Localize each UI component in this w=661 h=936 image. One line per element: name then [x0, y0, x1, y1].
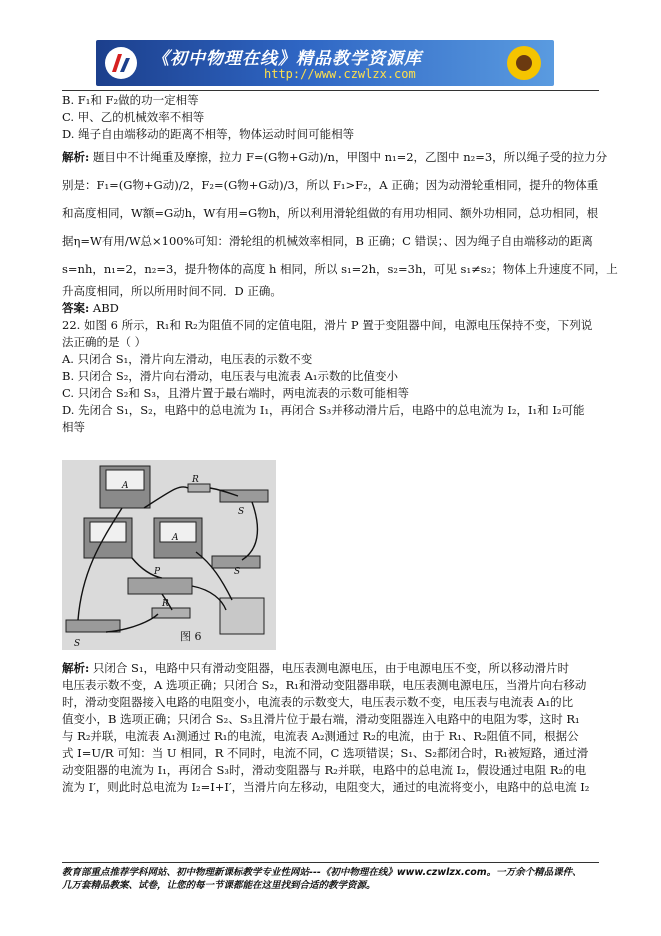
- option-d: D. 绳子自由端移动的距离不相等，物体运动时间可能相等: [62, 127, 355, 141]
- svg-text:S: S: [238, 507, 245, 517]
- analysis1-line1: [62, 143, 608, 171]
- svg-text:S: S: [74, 639, 81, 649]
- analysis2-line1: [62, 660, 602, 677]
- answer-line: [62, 300, 602, 317]
- analysis2-block: [62, 660, 602, 796]
- analysis1-text1: 题目中不计绳重及摩擦，拉力 F=(G物+G动)/n，甲图中 n₁=2，乙图中 n₂=3，所以绳子受的拉力分: [92, 150, 608, 164]
- banner-title: 《初中物理在线》精品教学资源库: [152, 49, 422, 69]
- svg-text:R: R: [162, 599, 169, 609]
- answer-label: 答案:: [62, 301, 90, 315]
- option-c: C. 甲、乙的机械效率不相等: [62, 110, 205, 124]
- footer-rule: [62, 862, 599, 863]
- q22-line2: 法正确的是（ ）: [62, 335, 147, 349]
- q22-option-a: A. 只闭合 S₁，滑片向左滑动，电压表的示数不变: [62, 352, 313, 366]
- analysis1-line3: 和高度相同，W额=G动h，W有用=G物h，所以利用滑轮组做的有用功相同、额外功相同，总功相同，根: [62, 206, 599, 220]
- analysis1-line4: 据η=W有用/W总×100%可知：滑轮组的机械效率相同，B 正确；C 错误；、因为绳子自由端移动的距离: [62, 234, 593, 248]
- header-banner: [96, 40, 554, 86]
- q22-line1: 22. 如图 6 所示，R₁和 R₂为阻值不同的定值电阻，滑片 P 置于变阻器中间，电源电压保持不变，下列说: [62, 318, 593, 332]
- q22-option-d-cont: 相等: [62, 420, 85, 434]
- analysis2-line3: 时，滑动变阻器接入电路的电阻变小，电流表的示数变大，电压表示数不变，电压表与电流表 A₁的比: [62, 695, 574, 709]
- svg-text:P: P: [154, 567, 161, 577]
- document-body: [62, 92, 618, 436]
- banner-url[interactable]: http://www.czwlzx.com: [264, 67, 416, 81]
- sunflower-icon: [504, 43, 544, 83]
- analysis2-line8: 流为 I′，则此时总电流为 I₂=I+I′，当滑片向左移动，电阻变大，通过的电流将变小，电路中的总电流 I₂: [62, 780, 590, 794]
- analysis2-label: 解析:: [62, 661, 90, 675]
- analysis2-line6: 式 I=U/R 可知：当 U 相同，R 不同时，电流不同，C 选项错误；S₁、S₂都闭合时，R₁被短路，通过滑: [62, 746, 589, 760]
- analysis2-line2: 电压表示数不变，A 选项正确；只闭合 S₂，R₁和滑动变阻器串联，电压表测电源电压，当滑片向右移动: [62, 678, 587, 692]
- svg-text:S: S: [234, 567, 241, 577]
- svg-text:A: A: [172, 533, 179, 543]
- option-b: B. F₁和 F₂做的功一定相等: [62, 93, 199, 107]
- analysis2-line7: 动变阻器的电流为 I₁，再闭合 S₃时，滑动变阻器与 R₂并联，电路中的总电流 I₂，假设通过电阻 R₂的电: [62, 763, 587, 777]
- answer-value: ABD: [92, 301, 119, 315]
- analysis1-line6: 升高度相同，所以所用时间不同．D 正确。: [62, 284, 282, 298]
- analysis2-text1: 只闭合 S₁，电路中只有滑动变阻器，电压表测电源电压，由于电源电压不变，所以移动滑片时: [92, 661, 570, 675]
- analysis2-line4: 值变小，B 选项正确；只闭合 S₂、S₃且滑片位于最右端，滑动变阻器连入电路中的电阻为零，这时 R₁: [62, 712, 580, 726]
- header-rule: [62, 90, 599, 91]
- figure-caption: 图 6: [180, 630, 202, 643]
- analysis-label: 解析:: [62, 150, 90, 164]
- q22-option-c: C. 只闭合 S₂和 S₃，且滑片置于最右端时，两电流表的示数可能相等: [62, 386, 409, 400]
- site-logo: [104, 46, 138, 80]
- q22-option-d: D. 先闭合 S₁，S₂，电路中的总电流为 I₁，再闭合 S₃并移动滑片后，电路中的总电流为 I₂，I₁和 I₂可能: [62, 403, 585, 417]
- footer-line2: 几万套精品教案、试卷，让您的每一节课都能在这里找到合适的教学资源。: [62, 880, 376, 891]
- svg-text:A: A: [122, 481, 129, 491]
- analysis1-line5: s=nh，n₁=2，n₂=3，提升物体的高度 h 相同，所以 s₁=2h，s₂=3h，可见 s₁≠s₂；物体上升速度不同，上: [62, 262, 618, 276]
- svg-text:R: R: [192, 475, 199, 485]
- footer-line1: 教育部重点推荐学科网站、初中物理新课标教学专业性网站---《初中物理在线》www.czwlzx.com。一万余个精品课件、: [62, 867, 582, 878]
- q22-option-b: B. 只闭合 S₂，滑片向右滑动，电压表与电流表 A₁示数的比值变小: [62, 369, 398, 383]
- page-footer: [62, 866, 602, 892]
- circuit-photo: [62, 460, 276, 650]
- circuit-figure: [62, 460, 276, 650]
- analysis2-line5: 与 R₂并联，电流表 A₁测通过 R₁的电流，电流表 A₂测通过 R₂的电流，由于 R₁、R₂阻值不同，根据公: [62, 729, 579, 743]
- analysis1-line2: 别是：F₁=(G物+G动)/2，F₂=(G物+G动)/3，所以 F₁>F₂，A 正确；因为动滑轮重相同，提升的物体重: [62, 178, 599, 192]
